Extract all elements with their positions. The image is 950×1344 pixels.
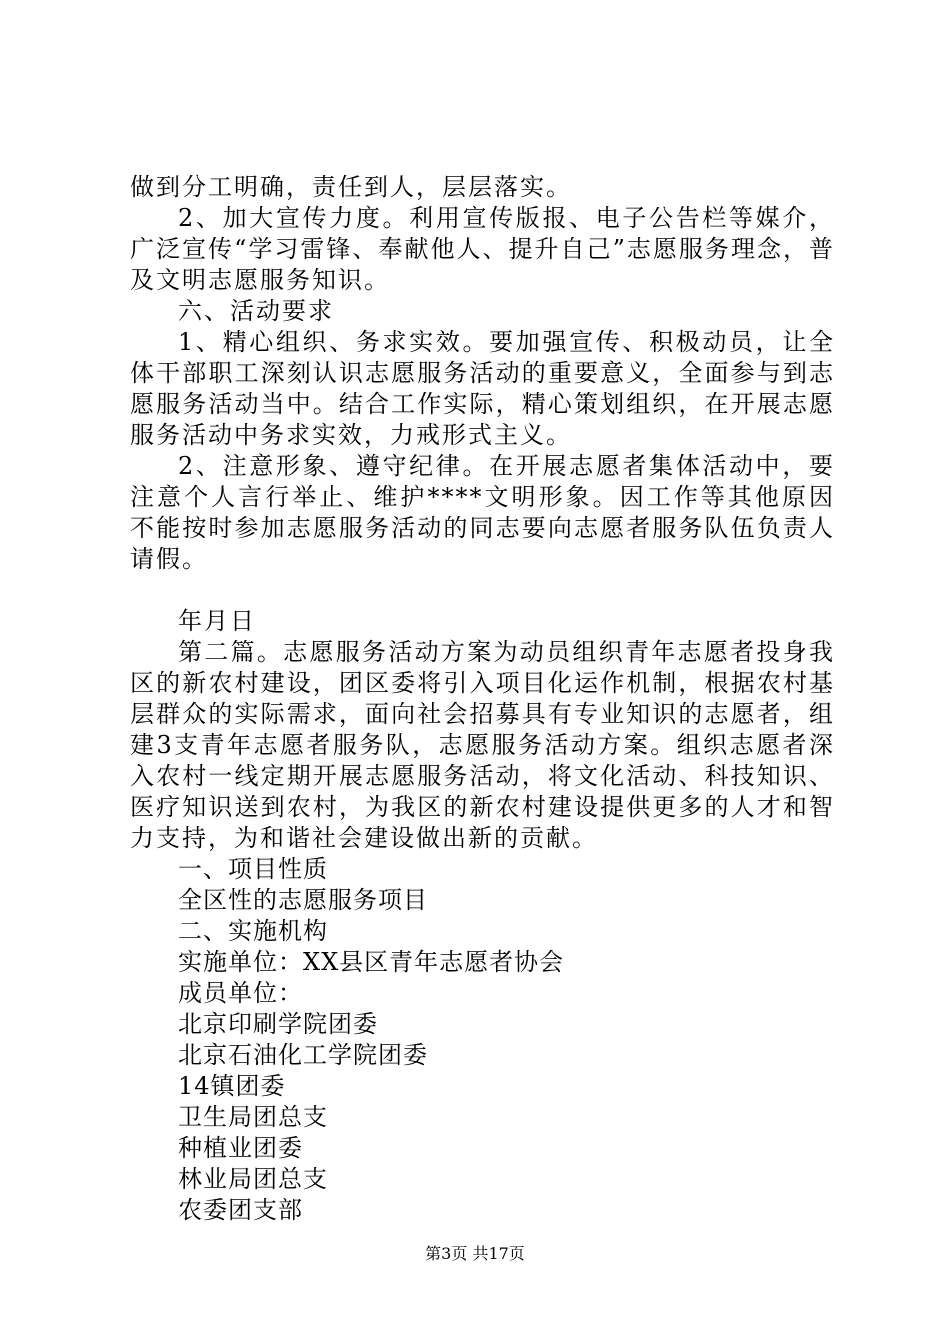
paragraph-publicity: 2、加大宣传力度。利用宣传版报、电子公告栏等媒介，广泛宣传“学习雷锋、奉献他人、提升自己”志愿服务理念，普及文明志愿服务知识。 (130, 204, 835, 294)
paragraph-discipline: 2、注意形象、遵守纪律。在开展志愿者集体活动中，要注意个人言行举止、维护****文明形象。因工作等其他原因不能按时参加志愿服务活动的同志要向志愿者服务队伍负责人请假。 (130, 452, 835, 573)
member-unit: 北京石油化工学院团委 (178, 1041, 428, 1069)
member-unit: 北京印刷学院团委 (178, 1010, 378, 1038)
member-unit: 农委团支部 (178, 1196, 303, 1224)
paragraph-organize: 1、精心组织、务求实效。要加强宣传、积极动员，让全体干部职工深刻认识志愿服务活动的重要意义，全面参与到志愿服务活动当中。结合工作实际，精心策划组织，在开展志愿服务活动中务求实效，力戒形式主义。 (130, 328, 835, 449)
text-line: 实施单位：XX县区青年志愿者协会 (178, 948, 565, 976)
member-unit: 卫生局团总支 (178, 1103, 328, 1131)
section-heading-requirements: 六、活动要求 (178, 297, 334, 325)
paragraph-continuation: 做到分工明确，责任到人，层层落实。 (130, 173, 572, 201)
text-line: 成员单位： (178, 979, 303, 1007)
page-number: 第3页 共17页 (425, 1244, 525, 1263)
member-unit: 林业局团总支 (178, 1165, 328, 1193)
section-heading-nature: 一、项目性质 (178, 855, 328, 883)
paragraph-second-chapter: 第二篇。志愿服务活动方案为动员组织青年志愿者投身我区的新农村建设，团区委将引入项目化运作机制，根据农村基层群众的实际需求，面向社会招募具有专业知识的志愿者，组建3支青年志愿者服务队，志愿服务活动方案。组织志愿者深入农村一线定期开展志愿服务活动，将文化活动、科技知识、医疗知识送到农村，为我区的新农村建设提供更多的人才和智力支持，为和谐社会建设做出新的贡献。 (130, 638, 835, 852)
text-line: 全区性的志愿服务项目 (178, 886, 428, 914)
blank-line (130, 575, 835, 606)
member-unit: 种植业团委 (178, 1134, 303, 1162)
date-line: 年月日 (178, 607, 256, 635)
member-unit: 14镇团委 (178, 1072, 286, 1100)
section-heading-organization: 二、实施机构 (178, 917, 328, 945)
document-body (130, 172, 835, 1226)
